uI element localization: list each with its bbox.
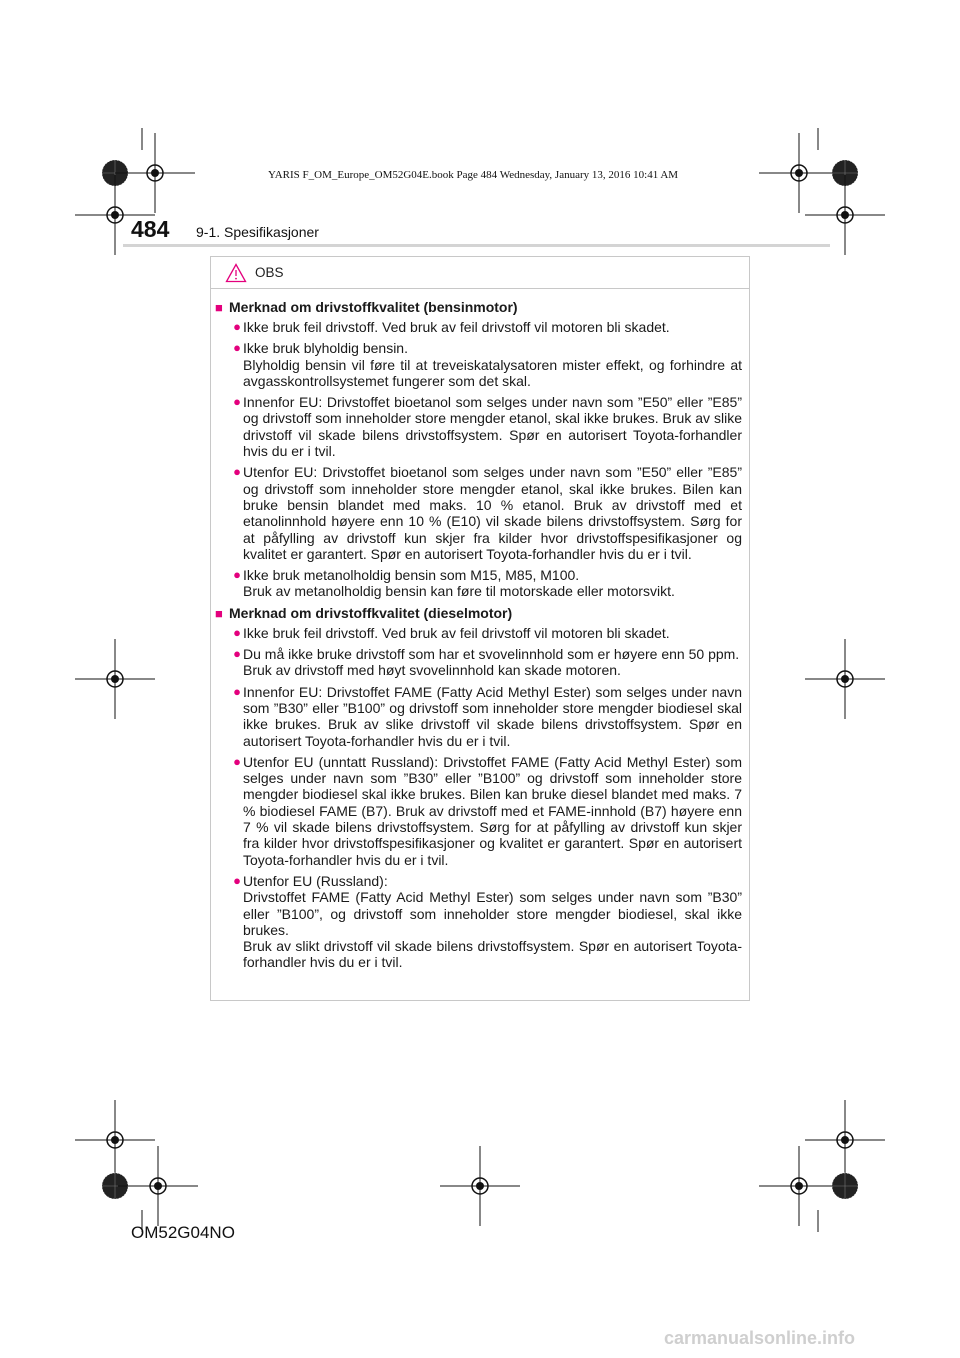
list-item-text [243, 684, 742, 749]
paragraph: Bruk av drivstoff med høyt svovelinnhold kan skade motoren. [243, 662, 621, 679]
round-bullet-icon: ● [233, 646, 241, 662]
section-title: 9-1. Spesifikasjoner [196, 224, 319, 240]
obs-notice-box [210, 256, 750, 1001]
obs-header [211, 257, 749, 289]
section-heading-text: Merknad om drivstoffkvalitet (dieselmotor) [229, 604, 513, 621]
paragraph: Innenfor EU: Drivstoffet bioetanol som selges under navn som ”E50” eller ”E85” og drivstoff som inneholder store mengder etanol, skal ikke brukes. Bruk av slike drivstoff vil skade bilens drivstoffsystem. Spør en autorisert Toyota-forhandler hvis du er i tvil. [243, 394, 742, 460]
list-item-text [243, 464, 742, 562]
list-item [215, 394, 742, 459]
list-item [215, 684, 742, 749]
list-item-text [243, 754, 742, 868]
page-number: 484 [131, 216, 170, 242]
list-item [215, 340, 742, 389]
round-bullet-icon: ● [233, 394, 241, 410]
paragraph: Drivstoffet FAME (Fatty Acid Methyl Ester) som selges under navn som ”B30” eller ”B100”, og drivstoff som inneholder store mengder biodiesel, skal ikke brukes. [243, 889, 742, 938]
paragraph: Blyholdig bensin vil føre til at treveiskatalysatoren mister effekt, og forhindre at avgasskontrollsystemet fungerer som det skal. [243, 356, 742, 389]
list-item [215, 625, 742, 641]
round-bullet-icon: ● [233, 567, 241, 583]
round-bullet-icon: ● [233, 683, 241, 699]
paragraph: Utenfor EU (unntatt Russland): Drivstoffet FAME (Fatty Acid Methyl Ester) som selges under navn som ”B30” eller ”B100” og drivstoff som inneholder store mengder biodiesel skal ikke brukes. Bilen kan bruke diesel blandet med maks. 7 % biodiesel FAME (B7). Bruk av drivstoff med et FAME-innhold (B7) høyere enn 7 % vil skade bilens drivstoffsystem. Sørg for at påfylling av drivstoff kun skjer fra kilder hvor drivstoffspesifikasjoner og kvalitet er garantert. Spør en autorisert Toyota-forhandler hvis du er i tvil. [243, 753, 742, 868]
paragraph: Ikke bruk feil drivstoff. Ved bruk av feil drivstoff vil motoren bli skadet. [243, 319, 670, 335]
print-info: YARIS F_OM_Europe_OM52G04E.book Page 484 Wednesday, January 13, 2016 10:41 AM [268, 169, 679, 181]
list-item [215, 873, 742, 971]
section-heading-text: Merknad om drivstoffkvalitet (bensinmotor) [229, 299, 518, 315]
paragraph: Bruk av slikt drivstoff vil skade bilens drivstoffsystem. Spør en autorisert Toyota-forhandler hvis du er i tvil. [243, 938, 742, 971]
list-item-text [243, 625, 742, 641]
list-item [215, 319, 742, 335]
round-bullet-icon: ● [233, 340, 241, 356]
paragraph: Du må ikke bruke drivstoff som har et svovelinnhold som er høyere enn 50 ppm. [243, 646, 740, 663]
round-bullet-icon: ● [233, 872, 241, 888]
section-heading [215, 299, 742, 316]
list-item-text [243, 567, 742, 600]
list-item-text [243, 340, 742, 389]
square-bullet-icon: ■ [215, 605, 223, 621]
section-heading [215, 605, 742, 622]
list-item-text [243, 319, 742, 335]
list-item [215, 567, 742, 600]
round-bullet-icon: ● [233, 319, 241, 334]
watermark: carmanualsonline.info [664, 1328, 856, 1348]
list-item-text [243, 394, 742, 459]
footer-code: OM52G04NO [131, 1223, 235, 1242]
round-bullet-icon: ● [233, 753, 241, 769]
paragraph: Ikke bruk blyholdig bensin. [243, 340, 408, 357]
paragraph: Innenfor EU: Drivstoffet FAME (Fatty Acid Methyl Ester) som selges under navn som ”B30” eller ”B100” og drivstoff som inneholder store mengder biodiesel skal ikke brukes. Bruk av slike drivstoff vil skade bilens drivstoffsystem. Spør en autorisert Toyota-forhandler hvis du er i tvil. [243, 683, 742, 749]
warning-triangle-icon [225, 263, 247, 283]
paragraph: Utenfor EU (Russland): [243, 872, 388, 889]
paragraph: Utenfor EU: Drivstoffet bioetanol som selges under navn som ”E50” eller ”E85” og drivstoff som inneholder store mengder etanol, skal ikke brukes. Bilen kan bruke bensin blandet med maks. 10 % etanol. Bruk av drivstoff med et etanolinnhold høyere enn 10 % (E10) vil skade bilens drivstoffsystem. Sørg for at påfylling av drivstoff kun skjer fra kilder hvor drivstoffspesifikasjoner og kvalitet er garantert. Spør en autorisert Toyota-forhandler hvis du er i tvil. [243, 464, 742, 562]
paragraph: Bruk av metanolholdig bensin kan føre til motorskade eller motorsvikt. [243, 583, 675, 600]
round-bullet-icon: ● [233, 464, 241, 480]
header-rule [123, 244, 830, 247]
obs-label: OBS [255, 265, 284, 280]
list-item-text [243, 873, 742, 971]
paragraph: Ikke bruk feil drivstoff. Ved bruk av feil drivstoff vil motoren bli skadet. [243, 624, 670, 641]
list-item [215, 464, 742, 562]
square-bullet-icon: ■ [215, 300, 223, 315]
list-item [215, 754, 742, 868]
obs-content [211, 289, 749, 971]
round-bullet-icon: ● [233, 624, 241, 640]
list-item [215, 646, 742, 679]
paragraph: Ikke bruk metanolholdig bensin som M15, M85, M100. [243, 567, 580, 584]
list-item-text [243, 646, 742, 679]
